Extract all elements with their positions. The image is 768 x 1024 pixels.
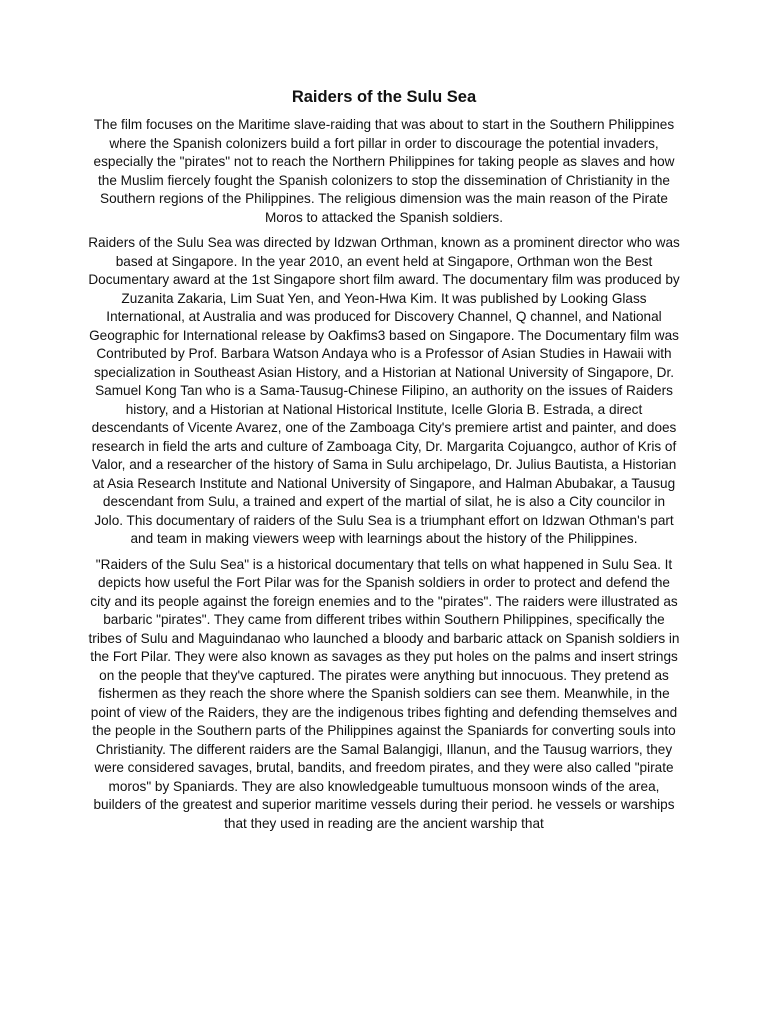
document-title: Raiders of the Sulu Sea [291,88,477,106]
paragraph-summary: "Raiders of the Sulu Sea" is a historical documentary that tells on what happened in Sulu Sea. It depicts how useful the Fort Pilar was for the Spanish soldiers in order to protect and defend the city and its people against the foreign enemies and to the "pirates". The raiders were illustrated as barbaric "pirates". They came from different tribes within Southern Philippines, specifically the tribes of Sulu and Maguindanao who launched a bloody and barbaric attack on Spanish soldiers in the Fort Pilar. They were also known as savages as they put holes on the palms and insert strings on the people that they've captured. The pirates were anything but innocuous. They pretend as fishermen as they reach the shore where the Spanish soldiers can see them. Meanwhile, in the point of view of the Raiders, they are the indigenous tribes fighting and defending themselves and the people in the Southern parts of the Philippines against the Spaniards for converting souls into Christianity. The different raiders are the Samal Balangigi, Illanun, and the Tausug warriors, they were considered savages, brutal, bandits, and freedom pirates, and they were also called "pirate moros" by Spaniards. They are also knowledgeable tumultuous monsoon winds of the area, builders of the greatest and superior maritime vessels during their period. he vessels or warships that they used in reading are the ancient warship that [88,556,680,831]
paragraph-production: Raiders of the Sulu Sea was directed by Idzwan Orthman, known as a prominent director who was based at Singapore. In the year 2010, an event held at Singapore, Orthman won the Best Documentary award at the 1st Singapore short film award. The documentary film was produced by Zuzanita Zakaria, Lim Suat Yen, and Yeon-Hwa Kim. It was published by Looking Glass International, at Australia and was produced for Discovery Channel, Q channel, and National Geographic for International release by Oakfims3 based on Singapore. The Documentary film was Contributed by Prof. Barbara Watson Andaya who is a Professor of Asian Studies in Hawaii with specialization in Southeast Asian History, and a Historian at National University of Singapore, Dr. Samuel Kong Tan who is a Sama-Tausug-Chinese Filipino, an authority on the issues of Raiders history, and a Historian at National Historical Institute, Icelle Gloria B. Estrada, a direct descendants of Vicente Avarez, one of the Zamboaga City's premiere artist and painter, and does research in field the arts and culture of Zamboaga City, Dr. Margarita Cojuangco, author of Kris of Valor, and a researcher of the history of Sama in Sulu archipelago, Dr. Julius Bautista, a Historian at Asia Research Institute and National University of Singapore, and Halman Abubakar, a Tausug descendant from Sulu, a trained and expert of the martial of silat, he is also a City councilor in Jolo. This documentary of raiders of the Sulu Sea is a triumphant effort on Idzwan Othman's part and team in making viewers weep with learnings about the history of the Philippines. [88,235,680,546]
paragraph-intro: The film focuses on the Maritime slave-raiding that was about to start in the Southern Philippines where the Spanish colonizers build a fort pillar in order to discourage the potential invaders, especially the "pirates" not to reach the Northern Philippines for taking people as slaves and how the Muslim fiercely fought the Spanish colonizers to stop the dissemination of Christianity in the Southern regions of the Philippines. The religious dimension was the main reason of the Pirate Moros to attacked the Spanish soldiers. [93,117,675,225]
document-page [88,86,680,840]
